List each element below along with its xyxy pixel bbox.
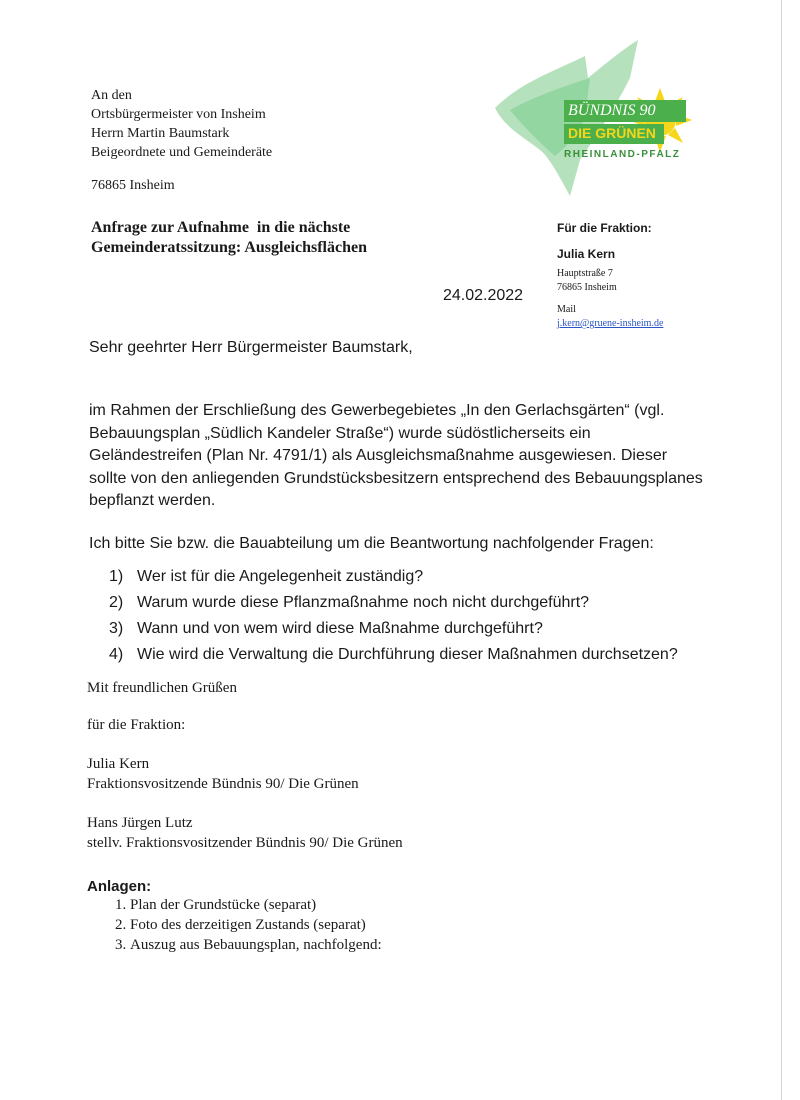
question-number: 4): [109, 646, 124, 663]
question-text: Warum wurde diese Pflanzmaßnahme noch nicht durchgeführt?: [137, 594, 590, 611]
recipient-line: Beigeordnete und Gemeinderäte: [91, 145, 273, 160]
question-text: Wer ist für die Angelegenheit zuständig?: [137, 568, 424, 585]
attachment-item: 1. Plan der Grundstücke (separat): [130, 895, 382, 915]
paragraph-line: Bebauungsplan „Südlich Kandeler Straße“) wurde südöstlicherseits ein: [89, 424, 591, 442]
closing-block: [87, 678, 403, 853]
attachments-list: [87, 895, 382, 955]
question-item: [109, 564, 678, 590]
closing-greeting: Mit freundlichen Grüßen: [87, 680, 237, 696]
sender-city: 76865 Insheim: [557, 282, 617, 293]
paragraph-request: Ich bitte Sie bzw. die Bauabteilung um die Beantwortung nachfolgender Fragen:: [89, 535, 654, 552]
subject-line2: Gemeinderatssitzung: Ausgleichsflächen: [91, 239, 367, 256]
sender-mail-label: Mail: [557, 304, 576, 315]
question-item: [109, 590, 678, 616]
signer2-role: stellv. Fraktionsvositzender Bündnis 90/ Die Grünen: [87, 835, 403, 851]
scan-edge: [781, 0, 782, 1100]
sender-header: Für die Fraktion:: [557, 221, 652, 235]
question-item: [109, 616, 678, 642]
party-logo: [490, 38, 700, 198]
logo-region: RHEINLAND-PFALZ: [564, 149, 681, 160]
attachments-block: [87, 878, 382, 955]
sender-block: [557, 221, 663, 331]
paragraph-line: im Rahmen der Erschließung des Gewerbegebietes „In den Gerlachsgärten“ (vgl.: [89, 402, 665, 419]
sender-email-link[interactable]: j.kern@gruene-insheim.de: [557, 318, 664, 329]
paragraph-line: sollte von den anliegenden Grundstücksbesitzern entsprechend des Bebauungsplanes: [89, 469, 703, 487]
question-number: 1): [109, 568, 124, 585]
paragraph-line: bepflanzt werden.: [89, 492, 216, 509]
question-item: [109, 642, 678, 668]
question-list: [109, 564, 678, 668]
letter-subject: [91, 218, 367, 258]
salutation: Sehr geehrter Herr Bürgermeister Baumstark,: [89, 339, 413, 356]
recipient-line: An den: [91, 88, 132, 103]
sender-name: Julia Kern: [557, 247, 616, 261]
logo-line1: BÜNDNIS 90: [568, 102, 656, 119]
recipient-line: Ortsbürgermeister von Insheim: [91, 107, 266, 122]
signer1-name: Julia Kern: [87, 756, 150, 772]
subject-line1: Anfrage zur Aufnahme in die nächste: [91, 219, 351, 236]
recipient-zip-city: 76865 Insheim: [91, 178, 175, 193]
question-number: 2): [109, 594, 124, 611]
attachment-item: 3. Auszug aus Bebauungsplan, nachfolgend:: [130, 935, 382, 955]
attachment-item: 2. Foto des derzeitigen Zustands (separat): [130, 915, 382, 935]
paragraph-intro: [89, 400, 703, 513]
sender-street: Hauptstraße 7: [557, 268, 613, 279]
letter-date: 24.02.2022: [443, 287, 524, 304]
recipient-line: Herrn Martin Baumstark: [91, 126, 230, 141]
question-number: 3): [109, 620, 124, 637]
closing-for-faction: für die Fraktion:: [87, 717, 186, 733]
signer1-role: Fraktionsvositzende Bündnis 90/ Die Grünen: [87, 776, 359, 792]
question-text: Wann und von wem wird diese Maßnahme durchgeführt?: [137, 620, 543, 637]
attachments-header: Anlagen:: [87, 878, 152, 895]
recipient-address: [91, 86, 272, 195]
paragraph-line: Geländestreifen (Plan Nr. 4791/1) als Ausgleichsmaßnahme ausgewiesen. Dieser: [89, 447, 668, 464]
logo-line2: DIE GRÜNEN: [568, 125, 656, 141]
signer2-name: Hans Jürgen Lutz: [87, 815, 193, 831]
question-text: Wie wird die Verwaltung die Durchführung dieser Maßnahmen durchsetzen?: [137, 646, 678, 663]
